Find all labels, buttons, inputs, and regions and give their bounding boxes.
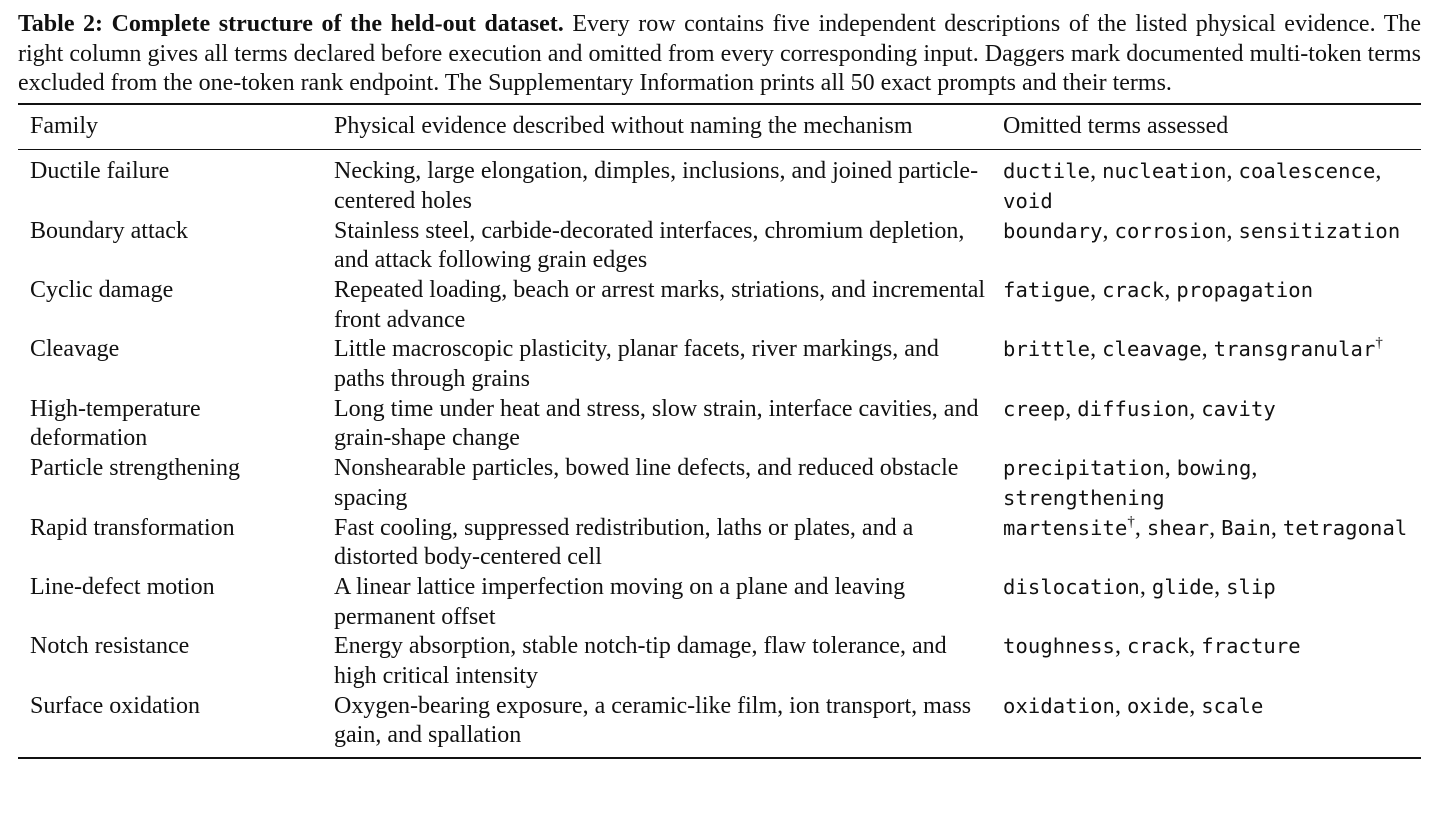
omitted-term: propagation (1176, 277, 1314, 302)
dagger-mark: † (1127, 513, 1135, 530)
table-row (18, 276, 1421, 335)
omitted-term: bowing (1176, 456, 1252, 481)
evidence-cell: A linear lattice imperfection moving on a plane and leaving permanent offset (334, 573, 906, 630)
terms-cell (991, 276, 1421, 335)
evidence-cell: Little macroscopic plasticity, planar facets, river markings, and paths through grains (334, 336, 939, 393)
table-row (18, 395, 1421, 454)
header-row (18, 104, 1421, 150)
evidence-cell: Repeated loading, beach or arrest marks, striations, and incremental front advance (334, 276, 986, 333)
omitted-term: creep (1003, 396, 1066, 421)
dagger-mark: † (1375, 335, 1383, 352)
omitted-term: fracture (1201, 634, 1301, 659)
omitted-term: shear (1146, 515, 1210, 540)
omitted-term: dislocation (1003, 574, 1140, 599)
header-evidence: Physical evidence described without naming the mechanism (334, 113, 913, 140)
term-separator: , (1134, 514, 1147, 541)
term-separator: , (1226, 217, 1239, 244)
term-separator: , (1065, 395, 1078, 422)
family-cell: Particle strengthening (30, 455, 240, 482)
term-separator: , (1189, 395, 1202, 422)
omitted-term: void (1003, 188, 1053, 213)
omitted-term: coalescence (1238, 159, 1376, 184)
omitted-term: toughness (1003, 634, 1115, 659)
omitted-term: Bain (1221, 515, 1271, 540)
term-separator: , (1102, 217, 1115, 244)
terms-cell (991, 395, 1421, 454)
table-caption (18, 10, 1421, 99)
caption-title: Complete structure of the held-out dataset. (111, 11, 564, 37)
term-separator: , (1164, 455, 1177, 482)
omitted-term: nucleation (1102, 159, 1227, 184)
table-row (18, 692, 1421, 758)
evidence-cell: Long time under heat and stress, slow strain, interface cavities, and grain-shape change (334, 395, 979, 452)
terms-cell (991, 335, 1421, 394)
omitted-term: glide (1151, 574, 1215, 599)
header-family: Family (30, 113, 99, 140)
omitted-term: slip (1226, 574, 1276, 599)
omitted-term: scale (1201, 693, 1264, 718)
term-separator: , (1251, 455, 1258, 482)
omitted-term: diffusion (1077, 396, 1190, 421)
term-separator: , (1189, 633, 1202, 660)
table-row (18, 514, 1421, 573)
omitted-term: crack (1126, 634, 1190, 659)
terms-cell (991, 692, 1421, 758)
term-separator: , (1375, 158, 1382, 185)
term-separator: , (1209, 514, 1222, 541)
family-cell: Ductile failure (30, 158, 170, 185)
terms-cell (991, 217, 1421, 276)
omitted-term: cleavage (1102, 337, 1202, 362)
table-row (18, 335, 1421, 394)
omitted-term: sensitization (1238, 218, 1401, 243)
term-separator: , (1164, 276, 1177, 303)
table-row (18, 217, 1421, 276)
omitted-term: martensite (1003, 515, 1128, 540)
omitted-term: corrosion (1114, 218, 1227, 243)
evidence-cell: Energy absorption, stable notch-tip damage, flaw tolerance, and high critical intensity (334, 633, 947, 690)
term-separator: , (1189, 692, 1202, 719)
table-row (18, 454, 1421, 513)
table-body (18, 150, 1421, 759)
omitted-term: fatigue (1003, 277, 1091, 302)
terms-cell (991, 150, 1421, 217)
family-cell: High-temperature deformation (30, 395, 201, 452)
omitted-term: boundary (1003, 218, 1103, 243)
term-separator: , (1214, 573, 1227, 600)
terms-cell (991, 514, 1421, 573)
omitted-term: oxidation (1003, 693, 1115, 718)
omitted-term: strengthening (1003, 485, 1165, 510)
table-row (18, 150, 1421, 217)
header-terms: Omitted terms assessed (1003, 113, 1229, 140)
term-separator: , (1090, 336, 1103, 363)
evidence-cell: Oxygen-bearing exposure, a ceramic-like film, ion transport, mass gain, and spallation (334, 692, 972, 749)
term-separator: , (1114, 692, 1127, 719)
evidence-cell: Necking, large elongation, dimples, inclusions, and joined particle-centered holes (334, 158, 979, 214)
omitted-term: precipitation (1003, 456, 1165, 481)
family-cell: Rapid transformation (30, 514, 235, 541)
evidence-cell: Fast cooling, suppressed redistribution, laths or plates, and a distorted body-centered cell (334, 514, 914, 571)
omitted-term: brittle (1003, 337, 1091, 362)
omitted-term: tetragonal (1282, 515, 1408, 540)
table-row (18, 632, 1421, 691)
term-separator: , (1139, 573, 1152, 600)
evidence-cell: Nonshearable particles, bowed line defects, and reduced obstacle spacing (334, 455, 959, 511)
family-cell: Cyclic damage (30, 276, 174, 303)
term-separator: , (1226, 158, 1239, 185)
family-cell: Surface oxidation (30, 692, 200, 719)
omitted-term: oxide (1126, 693, 1190, 718)
term-separator: , (1270, 514, 1283, 541)
omitted-term: ductile (1003, 159, 1091, 184)
omitted-term: cavity (1201, 396, 1276, 421)
family-cell: Boundary attack (30, 217, 188, 244)
dataset-structure-table (18, 103, 1421, 759)
family-cell: Cleavage (30, 336, 120, 363)
terms-cell (991, 573, 1421, 632)
omitted-term: crack (1102, 277, 1165, 302)
table-header (18, 104, 1421, 150)
family-cell: Notch resistance (30, 633, 190, 660)
table-row (18, 573, 1421, 632)
evidence-cell: Stainless steel, carbide-decorated interfaces, chromium depletion, and attack following grain edges (334, 217, 965, 274)
caption-text: Every row contains five independent descriptions of the listed physical evidence. The right column gives all terms declared before execution and omitted from every corresponding input. Daggers mark documented multi-token terms excluded from the one-token rank endpoint. The Supplementary Information prints all 50 exact prompts and their terms. (18, 11, 1421, 97)
family-cell: Line-defect motion (30, 573, 215, 600)
term-separator: , (1090, 158, 1103, 185)
terms-cell (991, 454, 1421, 513)
term-separator: , (1090, 276, 1103, 303)
term-separator: , (1114, 633, 1127, 660)
term-separator: , (1201, 336, 1214, 363)
terms-cell (991, 632, 1421, 691)
omitted-term: transgranular (1213, 337, 1376, 362)
caption-label: Table 2: (18, 11, 104, 37)
